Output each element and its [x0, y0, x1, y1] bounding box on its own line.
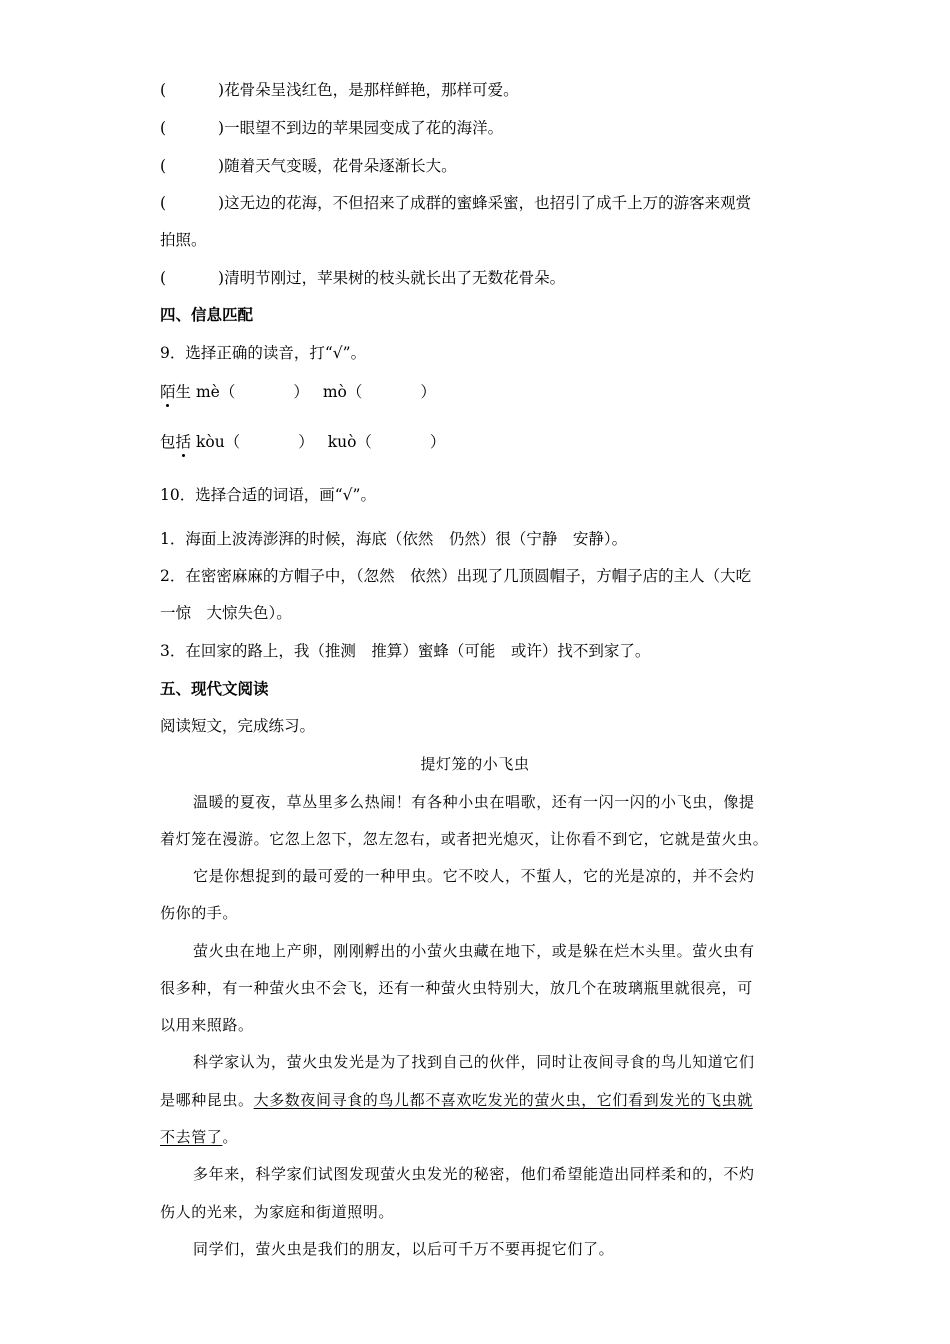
passage-line: 多年来，科学家们试图发现萤火虫发光的秘密，他们希望能造出同样柔和的，不灼	[193, 1165, 755, 1183]
passage-line: 萤火虫在地上产卵，刚刚孵出的小萤火虫藏在地下，或是躲在烂木头里。萤火虫有	[193, 942, 755, 960]
passage-line: 以用来照路。	[160, 1016, 254, 1034]
answer-blank[interactable]: (	[160, 157, 167, 175]
passage-line: 科学家认为，萤火虫发光是为了找到自己的伙伴，同时让夜间寻食的鸟儿知道它们	[193, 1053, 755, 1071]
answer-blank[interactable]: (	[160, 269, 167, 287]
question-10-line: 一惊 大惊失色）。	[160, 604, 292, 622]
passage-line: 伤人的光来，为家庭和街道照明。	[160, 1203, 395, 1221]
passage-line: 伤你的手。	[160, 904, 239, 922]
passage-line: 是哪种昆虫。大多数夜间寻食的鸟儿都不喜欢吃发光的萤火虫，它们看到发光的飞虫就	[160, 1091, 753, 1109]
ordering-item: ( )一眼望不到边的苹果园变成了花的海洋。	[160, 119, 504, 137]
answer-blank[interactable]: (	[160, 119, 167, 137]
question-10-line: 2．在密密麻麻的方帽子中，（忽然 依然）出现了几顶圆帽子，方帽子店的主人（大吃	[160, 567, 752, 585]
reading-instruction: 阅读短文，完成练习。	[160, 717, 316, 735]
pinyin-row: 陌生 mè（ ） mò（ ）	[160, 383, 436, 401]
emphasis-char: 括	[175, 433, 192, 451]
passage-title: 提灯笼的小飞虫	[420, 755, 530, 773]
pinyin-row: 包括 kòu（ ） kuò（ ）	[160, 433, 446, 451]
answer-blank[interactable]: (	[160, 194, 167, 212]
answer-blank[interactable]: (	[160, 81, 167, 99]
passage-line: 同学们，萤火虫是我们的朋友，以后可千万不要再捉它们了。	[193, 1240, 615, 1258]
ordering-item: ( )清明节刚过，苹果树的枝头就长出了无数花骨朵。	[160, 269, 566, 287]
passage-line: 它是你想捉到的最可爱的一种甲虫。它不咬人，不蜇人，它的光是凉的，并不会灼	[193, 867, 755, 885]
underlined-sentence: 大多数夜间寻食的鸟儿都不喜欢吃发光的萤火虫，它们看到发光的飞虫就	[253, 1091, 753, 1109]
question-10-line: 3．在回家的路上，我（推测 推算）蜜蜂（可能 或许）找不到家了。	[160, 642, 651, 660]
passage-line: 很多种，有一种萤火虫不会飞，还有一种萤火虫特别大，放几个在玻璃瓶里就很亮，可	[160, 979, 753, 997]
ordering-item: ( )随着天气变暖，花骨朵逐渐长大。	[160, 157, 457, 175]
passage-line: 着灯笼在漫游。它忽上忽下，忽左忽右，或者把光熄灭，让你看不到它，它就是萤火虫。	[160, 830, 769, 848]
section-heading: 五、现代文阅读	[160, 680, 269, 698]
question-10-prompt: 10．选择合适的词语，画“√”。	[160, 486, 376, 504]
section-heading: 四、信息匹配	[160, 306, 254, 324]
question-9-prompt: 9．选择正确的读音，打“√”。	[160, 344, 367, 362]
emphasis-char: 陌	[160, 383, 176, 401]
ordering-item-continued: 拍照。	[160, 231, 207, 249]
ordering-item: ( )花骨朵呈浅红色，是那样鲜艳，那样可爱。	[160, 81, 519, 99]
ordering-item: ( )这无边的花海，不但招来了成群的蜜蜂采蜜，也招引了成千上万的游客来观赏	[160, 194, 752, 212]
passage-line: 温暖的夏夜，草丛里多么热闹！有各种小虫在唱歌，还有一闪一闪的小飞虫，像提	[193, 793, 755, 811]
passage-line: 不去管了。	[160, 1128, 239, 1146]
underlined-sentence: 不去管了	[160, 1128, 223, 1146]
question-10-line: 1．海面上波涛澎湃的时候，海底（依然 仍然）很（宁静 安静）。	[160, 530, 628, 548]
